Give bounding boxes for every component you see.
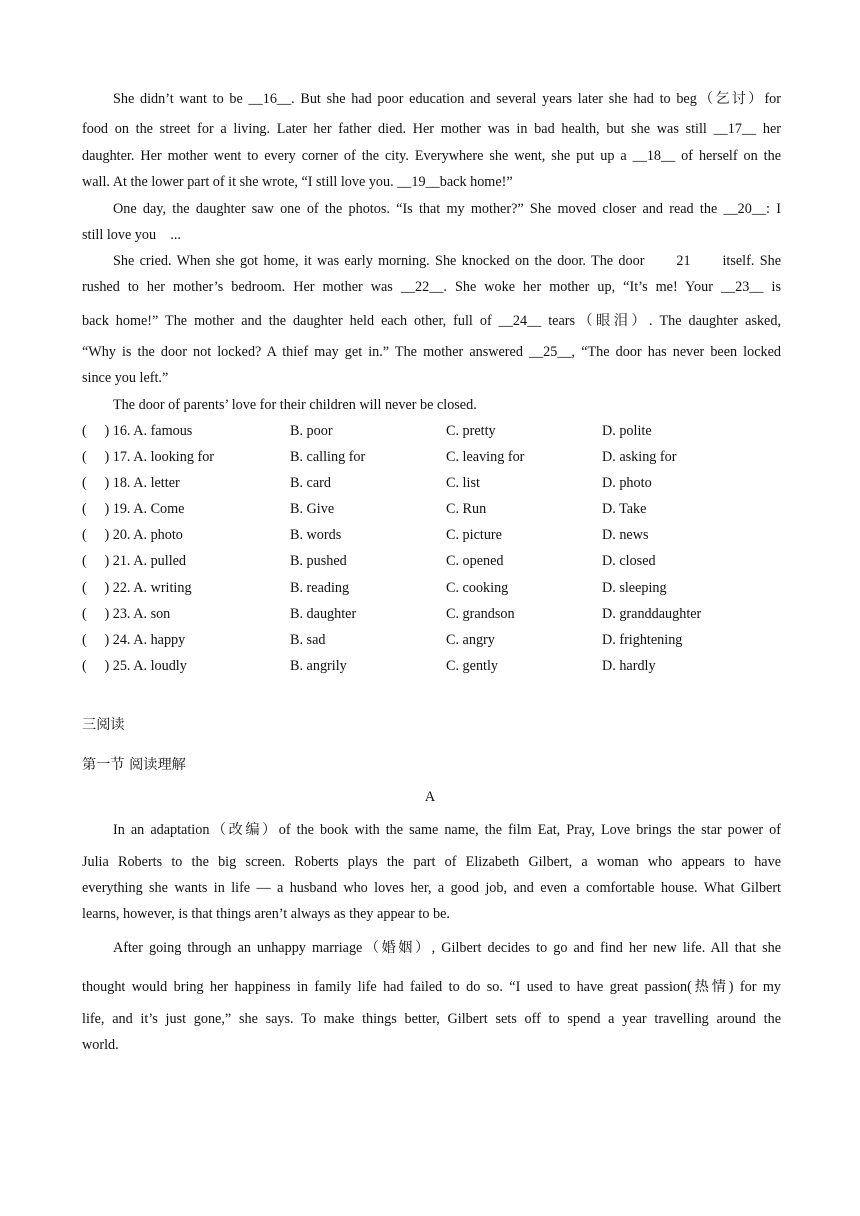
option-c: C. leaving for [446,449,525,465]
option-b: B. angrily [290,658,347,674]
passage-line: In an adaptation（改编）of the book with the same name, the film Eat, Pray, Love brings the star power of [113,822,781,838]
option-row [82,632,781,650]
option-a: ( ) 22. A. writing [82,580,192,596]
option-b: B. sad [290,632,326,648]
passage-line: After going through an unhappy marriage（婚姻）, Gilbert decides to go and find her new life. All that she [113,940,781,956]
option-a: ( ) 18. A. letter [82,475,180,491]
option-row [82,527,781,545]
option-d: D. asking for [602,449,677,465]
option-b: B. Give [290,501,335,517]
passage-line: world. [82,1037,119,1053]
option-b: B. daughter [290,606,357,622]
option-row [82,501,781,519]
cloze-line: One day, the daughter saw one of the photos. “Is that my mother?” She moved closer and read the __20__: I [113,201,781,217]
option-row [82,423,781,441]
option-d: D. granddaughter [602,606,702,622]
option-a: ( ) 17. A. looking for [82,449,215,465]
option-row [82,449,781,467]
cloze-line: The door of parents’ love for their children will never be closed. [113,397,477,413]
option-row [82,553,781,571]
option-b: B. words [290,527,342,543]
passage-line: everything she wants in life — a husband who loves her, a good job, and even a comfortable house. What Gilbert [82,880,781,896]
option-a: ( ) 23. A. son [82,606,171,622]
option-row [82,658,781,676]
option-c: C. pretty [446,423,496,439]
cloze-line: since you left.” [82,370,169,386]
passage-line: life, and it’s just gone,” she says. To make things better, Gilbert sets off to spend a year travelling around the [82,1011,781,1027]
option-a: ( ) 20. A. photo [82,527,183,543]
option-a: ( ) 16. A. famous [82,423,193,439]
option-a: ( ) 19. A. Come [82,501,185,517]
option-b: B. pushed [290,553,347,569]
cloze-line: wall. At the lower part of it she wrote, “I still love you. __19__back home!” [82,174,513,190]
option-a: ( ) 25. A. loudly [82,658,187,674]
cloze-line: “Why is the door not locked? A thief may get in.” The mother answered __25__, “The door has never been locked [82,344,781,360]
option-d: D. photo [602,475,652,491]
passage-line: thought would bring her happiness in family life had failed to do so. “I used to have great passion(热情) for my [82,979,781,995]
option-c: C. angry [446,632,495,648]
passage-line: learns, however, is that things aren’t always as they appear to be. [82,906,450,922]
option-c: C. gently [446,658,499,674]
cloze-line: still love you ... [82,227,181,243]
option-d: D. polite [602,423,652,439]
passage-label: A [424,789,436,805]
option-c: C. cooking [446,580,509,596]
option-c: C. grandson [446,606,515,622]
cloze-line: She didn’t want to be __16__. But she had poor education and several years later she had to beg（乞讨）for [113,91,781,107]
option-c: C. list [446,475,480,491]
option-row [82,580,781,598]
option-d: D. Take [602,501,647,517]
option-c: C. Run [446,501,487,517]
option-b: B. poor [290,423,333,439]
option-c: C. picture [446,527,502,543]
passage-line: Julia Roberts to the big screen. Roberts plays the part of Elizabeth Gilbert, a woman who appears to have [82,854,781,870]
option-a: ( ) 24. A. happy [82,632,186,648]
option-d: D. sleeping [602,580,667,596]
cloze-line: back home!” The mother and the daughter held each other, full of __24__ tears（眼泪）. The daughter asked, [82,313,781,329]
cloze-line: food on the street for a living. Later her father died. Her mother was in bad health, but she was still __17__ her [82,121,781,137]
option-c: C. opened [446,553,504,569]
option-b: B. card [290,475,331,491]
option-a: ( ) 21. A. pulled [82,553,187,569]
option-row [82,606,781,624]
cloze-line: daughter. Her mother went to every corner of the city. Everywhere she went, she put up a __18__ of herself on the [82,148,781,164]
cloze-line: She cried. When she got home, it was early morning. She knocked on the door. The door 21 itself. She [113,253,781,269]
option-b: B. calling for [290,449,366,465]
option-d: D. news [602,527,649,543]
option-row [82,475,781,493]
section-title: 三阅读 [82,717,125,733]
cloze-line: rushed to her mother’s bedroom. Her mother was __22__. She woke her mother up, “It’s me! Your __23__ is [82,279,781,295]
option-d: D. hardly [602,658,656,674]
option-d: D. closed [602,553,656,569]
option-d: D. frightening [602,632,683,648]
option-b: B. reading [290,580,350,596]
section-subtitle: 第一节 阅读理解 [82,757,186,773]
